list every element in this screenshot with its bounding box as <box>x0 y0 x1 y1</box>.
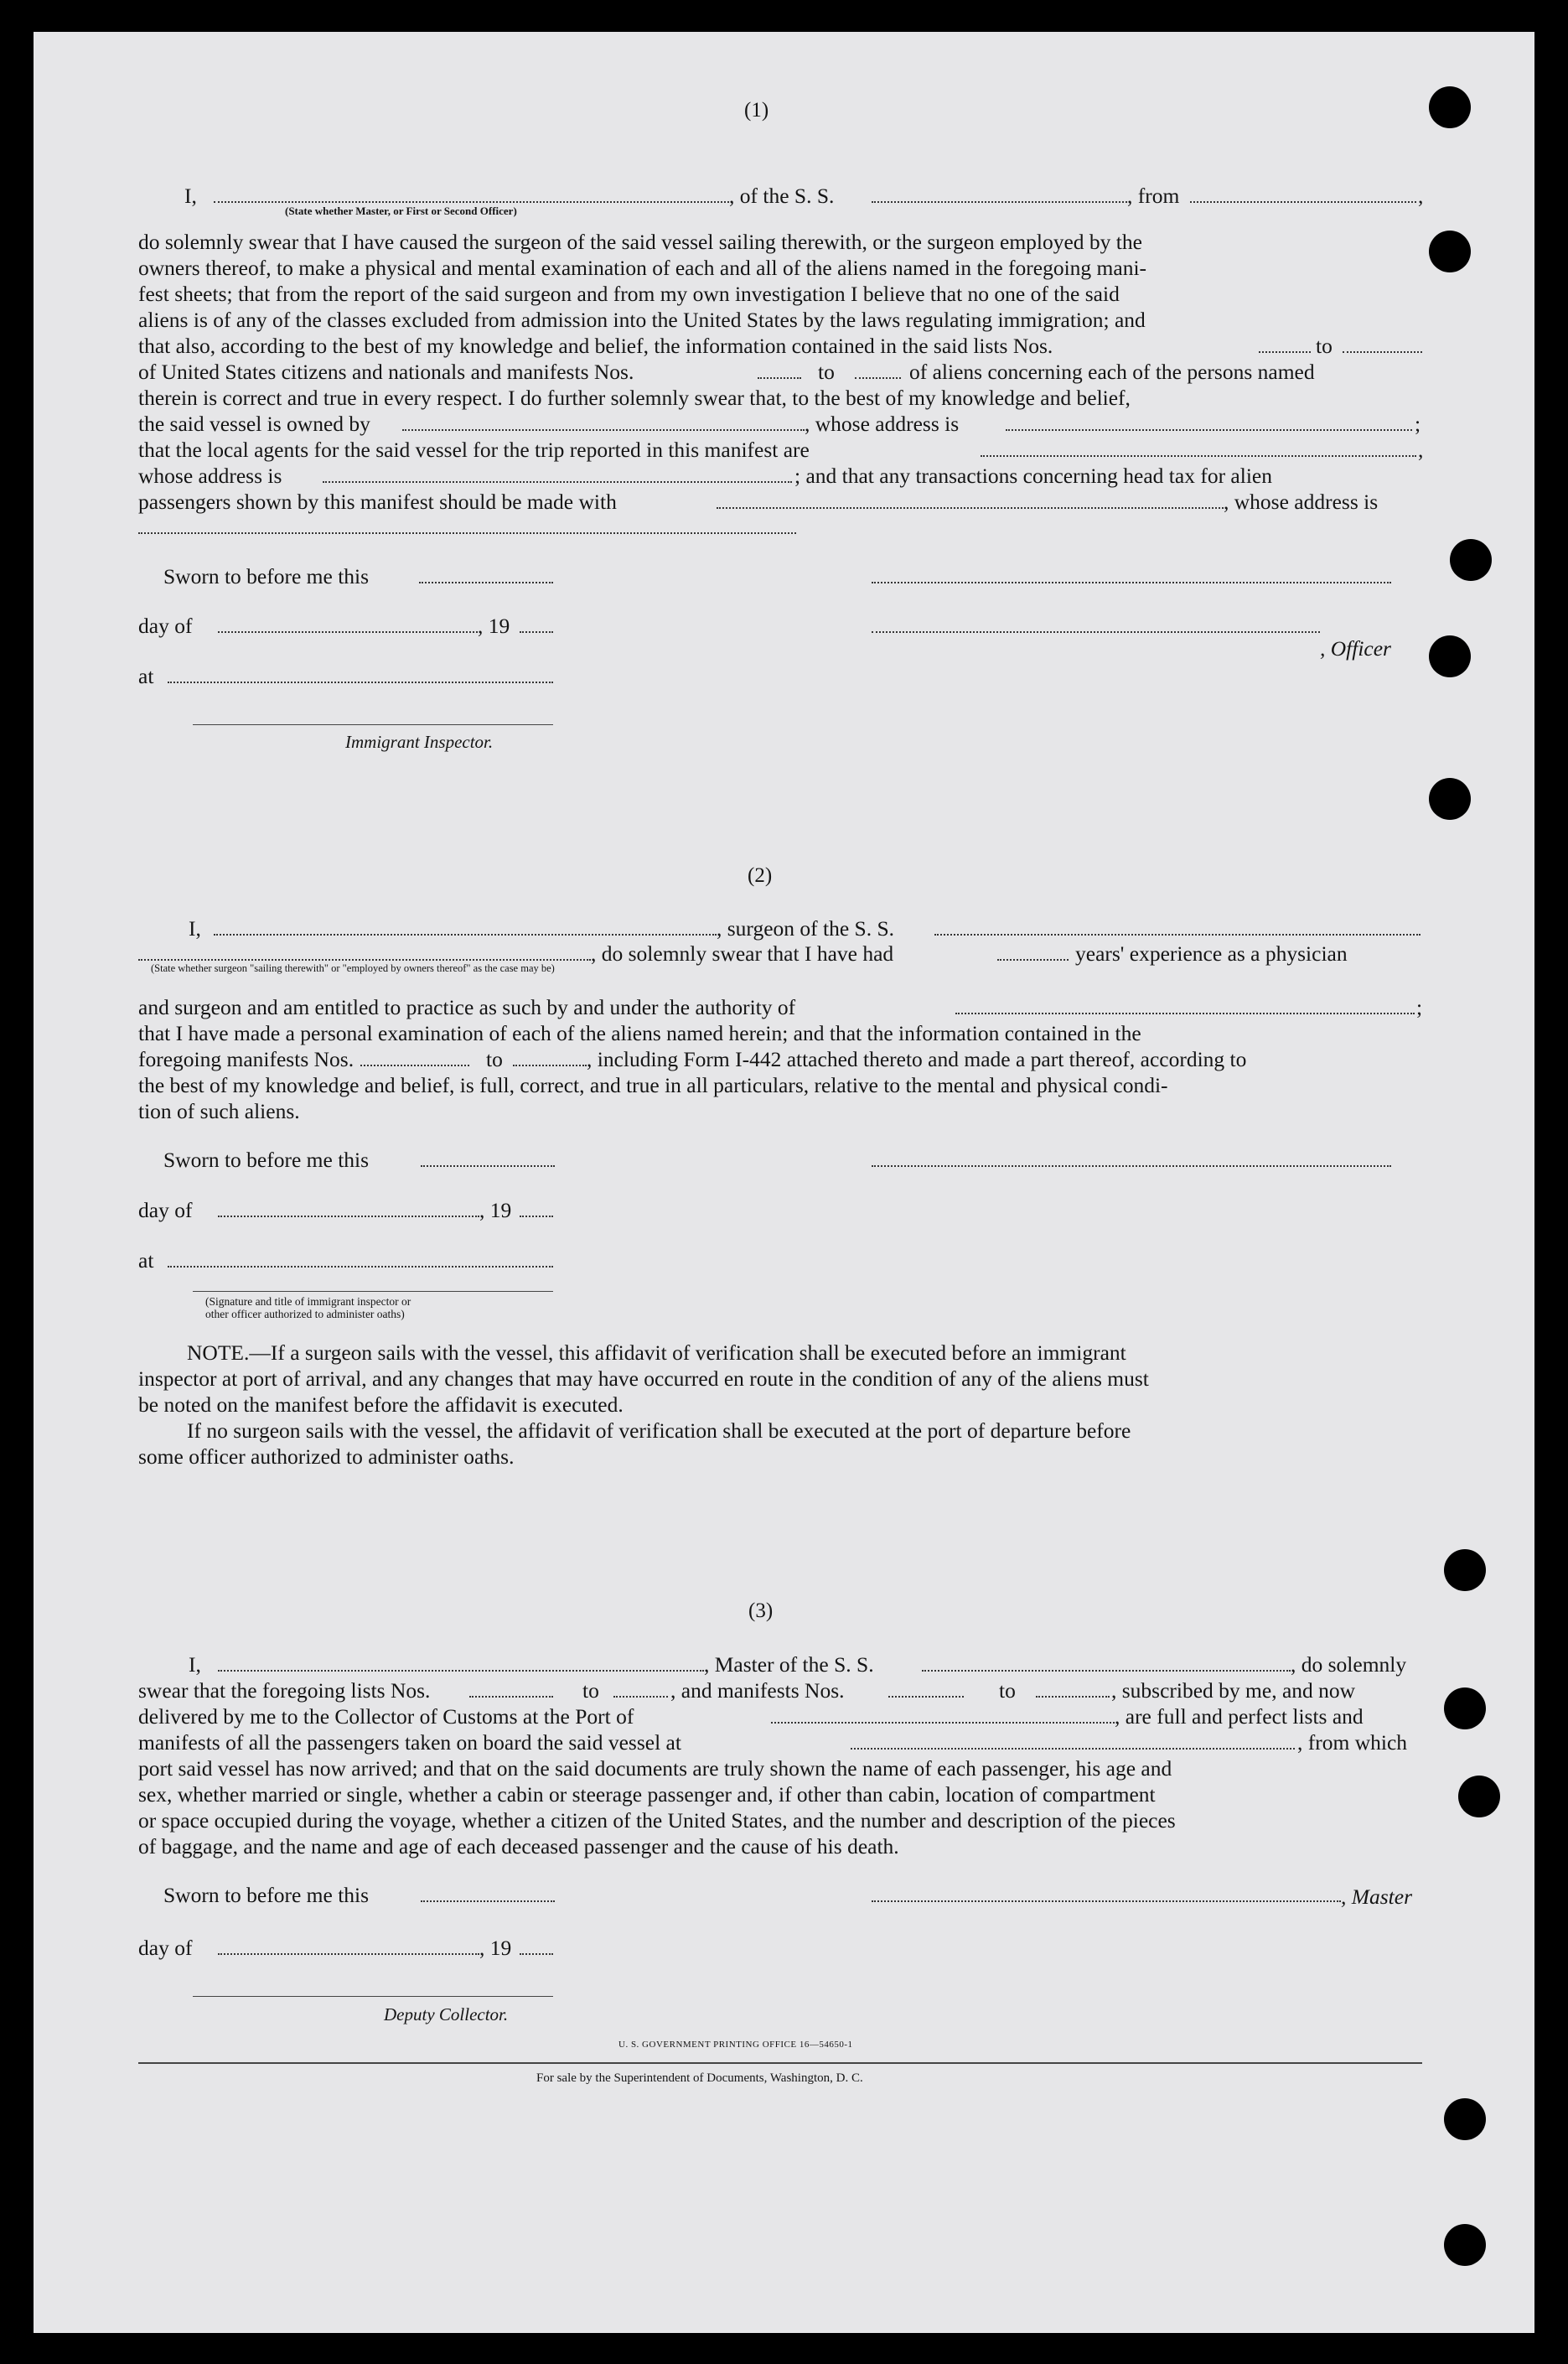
s1-place-field[interactable] <box>168 682 553 683</box>
master-name-field[interactable] <box>218 1670 704 1672</box>
note-line-1: NOTE.—If a surgeon sails with the vessel, this affidavit of verification shall be executed before an immigrant <box>187 1340 1126 1365</box>
note-line-5: some officer authorized to administer oaths. <box>138 1444 515 1469</box>
s1-comma-2: , <box>1418 438 1424 462</box>
s1-comma: , <box>1418 184 1424 208</box>
s1-sworn-day-field[interactable] <box>419 582 553 583</box>
s2-day-of: day of <box>138 1198 193 1222</box>
s1-whose-address-is: , whose address is <box>1224 490 1379 514</box>
s2-manifest-to-field[interactable] <box>513 1065 587 1066</box>
s2-sig-note-2: other officer authorized to administer oaths) <box>205 1308 405 1320</box>
s3-collector-signature-line[interactable] <box>193 1996 553 1997</box>
s1-body-1: do solemnly swear that I have caused the surgeon of the said vessel sailing therewith, or the surgeon employed by the <box>138 230 1142 254</box>
s1-body-9: that the local agents for the said vessel for the trip reported in this manifest are <box>138 438 810 462</box>
s3-l2c: , and manifests Nos. <box>670 1678 845 1703</box>
s2-body-1: and surgeon and am entitled to practice as such by and under the authority of <box>138 995 796 1019</box>
manifests-from-field[interactable] <box>758 377 801 379</box>
section-1-number: (1) <box>744 99 769 122</box>
s1-inspector-signature-line[interactable] <box>193 724 553 725</box>
s2-sworn: Sworn to before me this <box>163 1148 370 1172</box>
s3-l3a: delivered by me to the Collector of Customs at the Port of <box>138 1704 634 1729</box>
s2-body-4: the best of my knowledge and belief, is full, correct, and true in all particulars, relative to the mental and physical condi- <box>138 1073 1168 1097</box>
note-line-3: be noted on the manifest before the affidavit is executed. <box>138 1392 624 1417</box>
binder-hole <box>1444 2098 1486 2140</box>
s1-officer-label: , Officer <box>1320 636 1391 661</box>
s1-body-11: passengers shown by this manifest should be made with <box>138 490 617 514</box>
departure-port-field[interactable] <box>1190 201 1416 203</box>
s3-body-2: sex, whether married or single, whether a cabin or steerage passenger and, if other than cabin, location of compartment <box>138 1782 1156 1807</box>
sailing-note: (State whether surgeon "sailing therewith" or "employed by owners thereof" as the case may be) <box>151 962 555 974</box>
binder-hole <box>1444 2224 1486 2266</box>
owner-field[interactable] <box>402 429 805 431</box>
binder-hole <box>1444 1549 1486 1591</box>
sailing-status-field[interactable] <box>138 959 591 961</box>
local-agents-field[interactable] <box>981 455 1416 457</box>
officer-note: (State whether Master, or First or Second Officer) <box>285 205 517 217</box>
s3-do-solemnly: , do solemnly <box>1291 1652 1407 1677</box>
s2-inspector-signature-line[interactable] <box>193 1291 553 1292</box>
bleed-through-heading <box>193 99 200 131</box>
s3-day-of: day of <box>138 1936 193 1960</box>
s1-body-7: therein is correct and true in every respect. I do further solemnly swear that, to the best of my knowledge and belief, <box>138 386 1131 410</box>
s3-master-label: , Master <box>1341 1884 1412 1909</box>
s3-collector-label: Deputy Collector. <box>384 2004 509 2024</box>
s1-to-1: to <box>1316 334 1333 358</box>
s3-body-4: of baggage, and the name and age of each deceased passenger and the cause of his death. <box>138 1834 899 1859</box>
s2-body-5: tion of such aliens. <box>138 1099 300 1123</box>
binder-hole <box>1458 1776 1500 1817</box>
lists-to-field[interactable] <box>1343 351 1422 353</box>
port-field[interactable] <box>771 1722 1115 1724</box>
binder-hole <box>1444 1687 1486 1729</box>
s2-swear: , do solemnly swear that I have had <box>591 941 894 966</box>
s3-year: , 19 <box>479 1936 512 1960</box>
footer-rule <box>138 2062 1422 2064</box>
s1-from: , from <box>1127 184 1180 208</box>
s1-whose-address: , whose address is <box>805 412 960 436</box>
binder-hole <box>1429 231 1471 272</box>
s2-sworn-day-field[interactable] <box>421 1165 555 1167</box>
s3-master-signature-field[interactable] <box>872 1900 1341 1902</box>
s1-at: at <box>138 664 154 688</box>
note-line-2: inspector at port of arrival, and any changes that may have occurred en route in the condition of any of the aliens must <box>138 1366 1149 1391</box>
s1-i: I, <box>184 184 197 208</box>
s1-year-field[interactable] <box>520 631 553 633</box>
lists-from-field[interactable] <box>1259 351 1311 353</box>
s2-vessel-field[interactable] <box>934 934 1421 936</box>
s1-year: , 19 <box>478 614 510 638</box>
s3-month-field[interactable] <box>218 1953 479 1955</box>
s2-manifest-from-field[interactable] <box>360 1065 469 1066</box>
s1-body-8: the said vessel is owned by <box>138 412 370 436</box>
s2-form: , including Form I-442 attached thereto and made a part thereof, according to <box>587 1047 1247 1071</box>
s1-head-tax: ; and that any transactions concerning head tax for alien <box>794 464 1272 488</box>
s3-l3b: , are full and perfect lists and <box>1115 1704 1364 1729</box>
s3-sworn: Sworn to before me this <box>163 1883 370 1907</box>
s2-surgeon-signature-field[interactable] <box>872 1165 1391 1167</box>
s3-body-3: or space occupied during the voyage, whether a citizen of the United States, and the number and description of the pieces <box>138 1808 1176 1833</box>
officer-name-field[interactable] <box>214 201 729 203</box>
s1-body-4: aliens is of any of the classes excluded from admission into the United States by the laws regulating immigration; and <box>138 308 1146 332</box>
section-3-number: (3) <box>748 1599 774 1622</box>
s3-lists-to-field[interactable] <box>613 1696 668 1698</box>
s1-body-10: whose address is <box>138 464 282 488</box>
s1-body-2: owners thereof, to make a physical and mental examination of each and all of the aliens named in the foregoing mani- <box>138 256 1147 280</box>
s3-l4a: manifests of all the passengers taken on board the said vessel at <box>138 1730 681 1755</box>
s3-l2e: , subscribed by me, and now <box>1111 1678 1356 1703</box>
s1-sworn: Sworn to before me this <box>163 564 370 588</box>
s3-lists-from-field[interactable] <box>469 1696 553 1698</box>
years-experience-field[interactable] <box>997 959 1069 961</box>
s2-to: to <box>486 1047 503 1071</box>
binder-hole <box>1450 539 1492 581</box>
s2-body-2: that I have made a personal examination of each of the aliens named herein; and that the information contained in the <box>138 1021 1141 1045</box>
s3-l2a: swear that the foregoing lists Nos. <box>138 1678 431 1703</box>
s2-month-field[interactable] <box>218 1216 479 1217</box>
s3-l2d: to <box>999 1678 1016 1703</box>
s1-body-3: fest sheets; that from the report of the said surgeon and from my own investigation I believe that no one of the said <box>138 282 1120 306</box>
sale-imprint: For sale by the Superintendent of Documents, Washington, D. C. <box>536 2071 863 2085</box>
s3-l2b: to <box>582 1678 599 1703</box>
s3-i: I, <box>189 1652 201 1677</box>
s2-at: at <box>138 1248 154 1273</box>
owner-address-field[interactable] <box>1006 429 1412 431</box>
s2-year-field[interactable] <box>520 1216 553 1217</box>
s3-manifests-from-field[interactable] <box>888 1696 964 1698</box>
practice-authority-field[interactable] <box>955 1013 1415 1014</box>
s1-inspector-label: Immigrant Inspector. <box>345 732 494 752</box>
binder-hole <box>1429 635 1471 677</box>
s3-l4b: , from which <box>1297 1730 1408 1755</box>
s3-master-of-ss: , Master of the S. S. <box>704 1652 874 1677</box>
s1-officer-title-field[interactable] <box>872 631 1320 633</box>
s1-month-field[interactable] <box>218 631 478 633</box>
s2-year: , 19 <box>479 1198 512 1222</box>
s2-years: years' experience as a physician <box>1075 941 1348 966</box>
surgeon-name-field[interactable] <box>214 934 717 936</box>
head-tax-address-field[interactable] <box>138 532 796 534</box>
boarding-port-field[interactable] <box>851 1748 1295 1750</box>
s2-body-3: foregoing manifests Nos. <box>138 1047 354 1071</box>
manifests-to-field[interactable] <box>855 377 901 379</box>
s3-vessel-field[interactable] <box>922 1670 1291 1672</box>
binder-hole <box>1429 86 1471 128</box>
gpo-imprint: U. S. GOVERNMENT PRINTING OFFICE 16—54650-1 <box>618 2040 853 2050</box>
head-tax-contact-field[interactable] <box>717 507 1224 509</box>
note-line-4: If no surgeon sails with the vessel, the affidavit of verification shall be executed at the port of departure before <box>187 1418 1131 1443</box>
s1-body-5: that also, according to the best of my knowledge and belief, the information contained in the said lists Nos. <box>138 334 1053 358</box>
s2-i: I, <box>189 916 201 941</box>
s1-to-2: to <box>818 360 835 384</box>
s1-of-ss: , of the S. S. <box>729 184 835 208</box>
s3-year-field[interactable] <box>520 1953 553 1955</box>
section-2-number: (2) <box>748 864 773 887</box>
s2-sig-note-1: (Signature and title of immigrant inspector or <box>205 1295 411 1308</box>
s1-body-6: of United States citizens and nationals and manifests Nos. <box>138 360 634 384</box>
s3-body-1: port said vessel has now arrived; and that on the said documents are truly shown the name of each passenger, his age and <box>138 1756 1172 1781</box>
s3-manifests-to-field[interactable] <box>1036 1696 1110 1698</box>
binder-hole <box>1429 778 1471 820</box>
s1-semicolon: ; <box>1415 412 1421 436</box>
s2-semicolon: ; <box>1416 995 1423 1019</box>
agents-address-field[interactable] <box>323 481 792 483</box>
s1-day-of: day of <box>138 614 193 638</box>
s3-sworn-day-field[interactable] <box>421 1900 555 1902</box>
s2-surgeon-of-ss: , surgeon of the S. S. <box>717 916 895 941</box>
s1-officer-signature-field[interactable] <box>872 582 1391 583</box>
vessel-name-field[interactable] <box>872 201 1127 203</box>
s1-of-aliens: of aliens concerning each of the persons named <box>909 360 1315 384</box>
manifest-reverse-page <box>34 32 1534 2333</box>
s2-place-field[interactable] <box>168 1266 553 1268</box>
